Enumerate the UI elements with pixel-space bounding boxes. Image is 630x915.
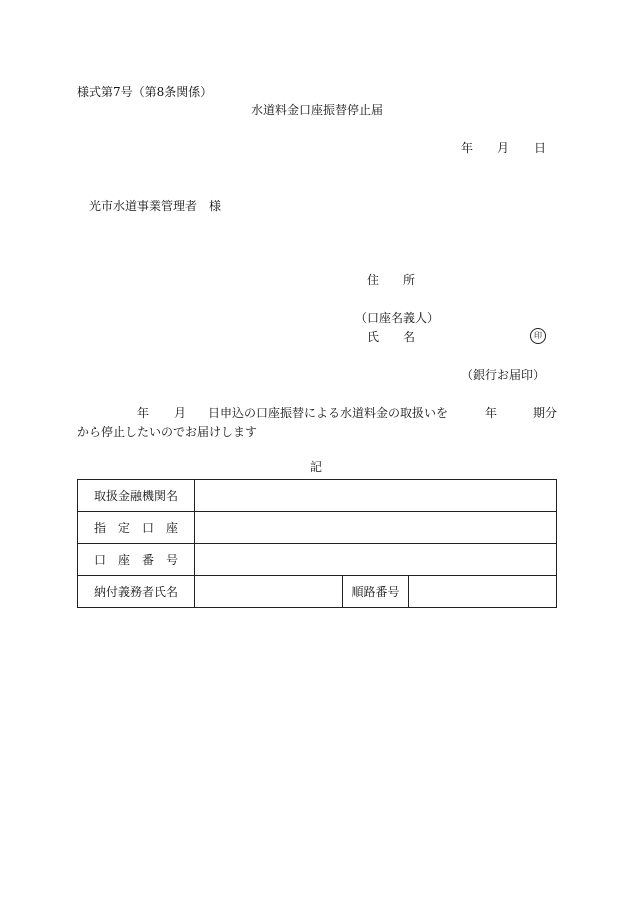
seal-mark: 印	[530, 328, 546, 344]
name-label: 氏 名	[367, 330, 416, 344]
table-row	[78, 544, 557, 576]
address-label: 住 所	[367, 273, 416, 287]
body-day-text: 日申込の口座振替による水道料金の取扱いを	[208, 406, 449, 420]
body-year2-label: 年	[485, 406, 498, 420]
bank-seal-note: （銀行お届印）	[461, 368, 546, 382]
ki-heading: 記	[310, 460, 323, 474]
body-month-label: 月	[174, 406, 187, 420]
form-number: 様式第7号（第8条関係）	[77, 85, 213, 99]
body-second-line: から停止したいのでお届けします	[77, 425, 258, 439]
form-table	[77, 479, 557, 608]
route-number-label: 順路番号	[343, 576, 409, 608]
designated-account-label: 指 定 口 座	[78, 512, 195, 544]
table-row	[78, 512, 557, 544]
addressee: 光市水道事業管理者 様	[89, 199, 222, 213]
page-title: 水道料金口座振替停止届	[251, 103, 384, 117]
table-row	[78, 480, 557, 512]
body-year-label: 年	[137, 406, 150, 420]
designated-account-field[interactable]	[195, 512, 557, 544]
body-period-label: 期分	[533, 406, 558, 420]
account-number-label: 口 座 番 号	[78, 544, 195, 576]
payer-name-field[interactable]	[195, 576, 343, 608]
institution-label: 取扱金融機関名	[78, 480, 195, 512]
account-holder-label: （口座名義人）	[355, 311, 440, 325]
institution-field[interactable]	[195, 480, 557, 512]
route-number-field[interactable]	[409, 576, 557, 608]
date-day-label: 日	[534, 141, 547, 155]
account-number-field[interactable]	[195, 544, 557, 576]
date-year-label: 年	[461, 141, 474, 155]
date-month-label: 月	[497, 141, 510, 155]
payer-name-label: 納付義務者氏名	[78, 576, 195, 608]
table-row	[78, 576, 557, 608]
